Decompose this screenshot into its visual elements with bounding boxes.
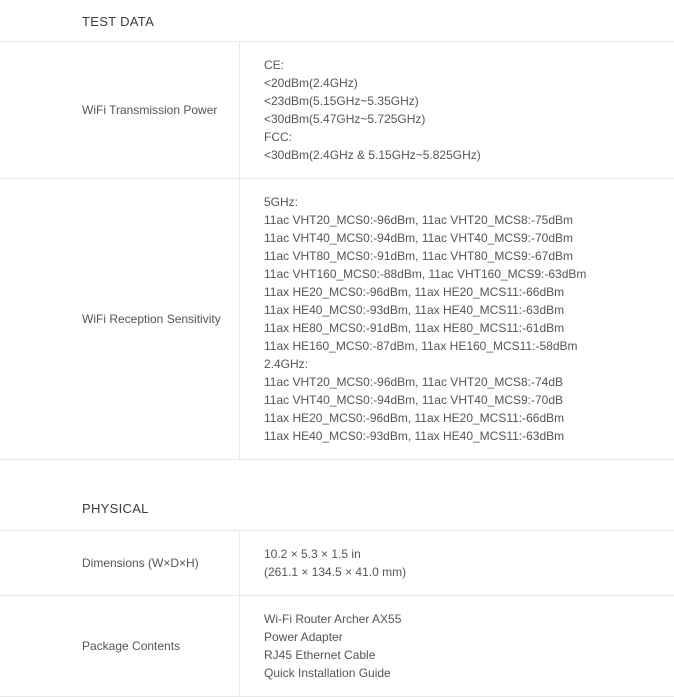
section-title-physical: PHYSICAL [82, 501, 149, 516]
value-line: 11ax HE40_MCS0:-93dBm, 11ax HE40_MCS11:-63dBm [264, 429, 565, 443]
value-line: 11ax HE160_MCS0:-87dBm, 11ax HE160_MCS11:-58dBm [264, 339, 578, 353]
value-line: CE: [264, 58, 285, 72]
value-line: 11ax HE40_MCS0:-93dBm, 11ax HE40_MCS11:-63dBm [264, 303, 565, 317]
value-line: 11ac VHT40_MCS0:-94dBm, 11ac VHT40_MCS9:-70dBm [264, 231, 574, 245]
section-divider [0, 459, 674, 481]
value-line: 11ac VHT20_MCS0:-96dBm, 11ac VHT20_MCS8:-75dBm [264, 213, 574, 227]
value-line: 10.2 × 5.3 × 1.5 in [264, 547, 361, 561]
table-row [0, 178, 674, 459]
value-line: Quick Installation Guide [264, 666, 391, 680]
row-value [240, 596, 674, 696]
value-line: 11ac VHT40_MCS0:-94dBm, 11ac VHT40_MCS9:-70dB [264, 393, 564, 407]
value-line: RJ45 Ethernet Cable [264, 648, 376, 662]
value-line: <23dBm(5.15GHz~5.35GHz) [264, 94, 419, 108]
section-title-test-data: TEST DATA [82, 14, 155, 29]
value-line: <20dBm(2.4GHz) [264, 76, 358, 90]
row-value [240, 531, 674, 595]
value-line: 11ax HE20_MCS0:-96dBm, 11ax HE20_MCS11:-66dBm [264, 285, 565, 299]
value-line: 11ax HE20_MCS0:-96dBm, 11ax HE20_MCS11:-66dBm [264, 411, 565, 425]
row-label: Package Contents [0, 596, 240, 696]
value-line: (261.1 × 134.5 × 41.0 mm) [264, 565, 407, 579]
value-line: 11ac VHT80_MCS0:-91dBm, 11ac VHT80_MCS9:-67dBm [264, 249, 574, 263]
value-line: Wi-Fi Router Archer AX55 [264, 612, 402, 626]
table-row [0, 530, 674, 595]
row-value [240, 179, 674, 459]
value-line: 5GHz: [264, 195, 299, 209]
row-label: WiFi Transmission Power [0, 42, 240, 178]
row-label: Dimensions (W×D×H) [0, 531, 240, 595]
value-line: 11ac VHT160_MCS0:-88dBm, 11ac VHT160_MCS9:-63dBm [264, 267, 587, 281]
value-line: 11ax HE80_MCS0:-91dBm, 11ax HE80_MCS11:-61dBm [264, 321, 565, 335]
value-line: <30dBm(5.47GHz~5.725GHz) [264, 112, 426, 126]
row-value [240, 42, 674, 178]
value-line: <30dBm(2.4GHz & 5.15GHz~5.825GHz) [264, 148, 481, 162]
value-line: Power Adapter [264, 630, 343, 644]
value-line: 11ac VHT20_MCS0:-96dBm, 11ac VHT20_MCS8:-74dB [264, 375, 564, 389]
row-label: WiFi Reception Sensitivity [0, 179, 240, 459]
value-line: 2.4GHz: [264, 357, 309, 371]
table-row [0, 41, 674, 178]
value-line: FCC: [264, 130, 292, 144]
table-row [0, 595, 674, 696]
